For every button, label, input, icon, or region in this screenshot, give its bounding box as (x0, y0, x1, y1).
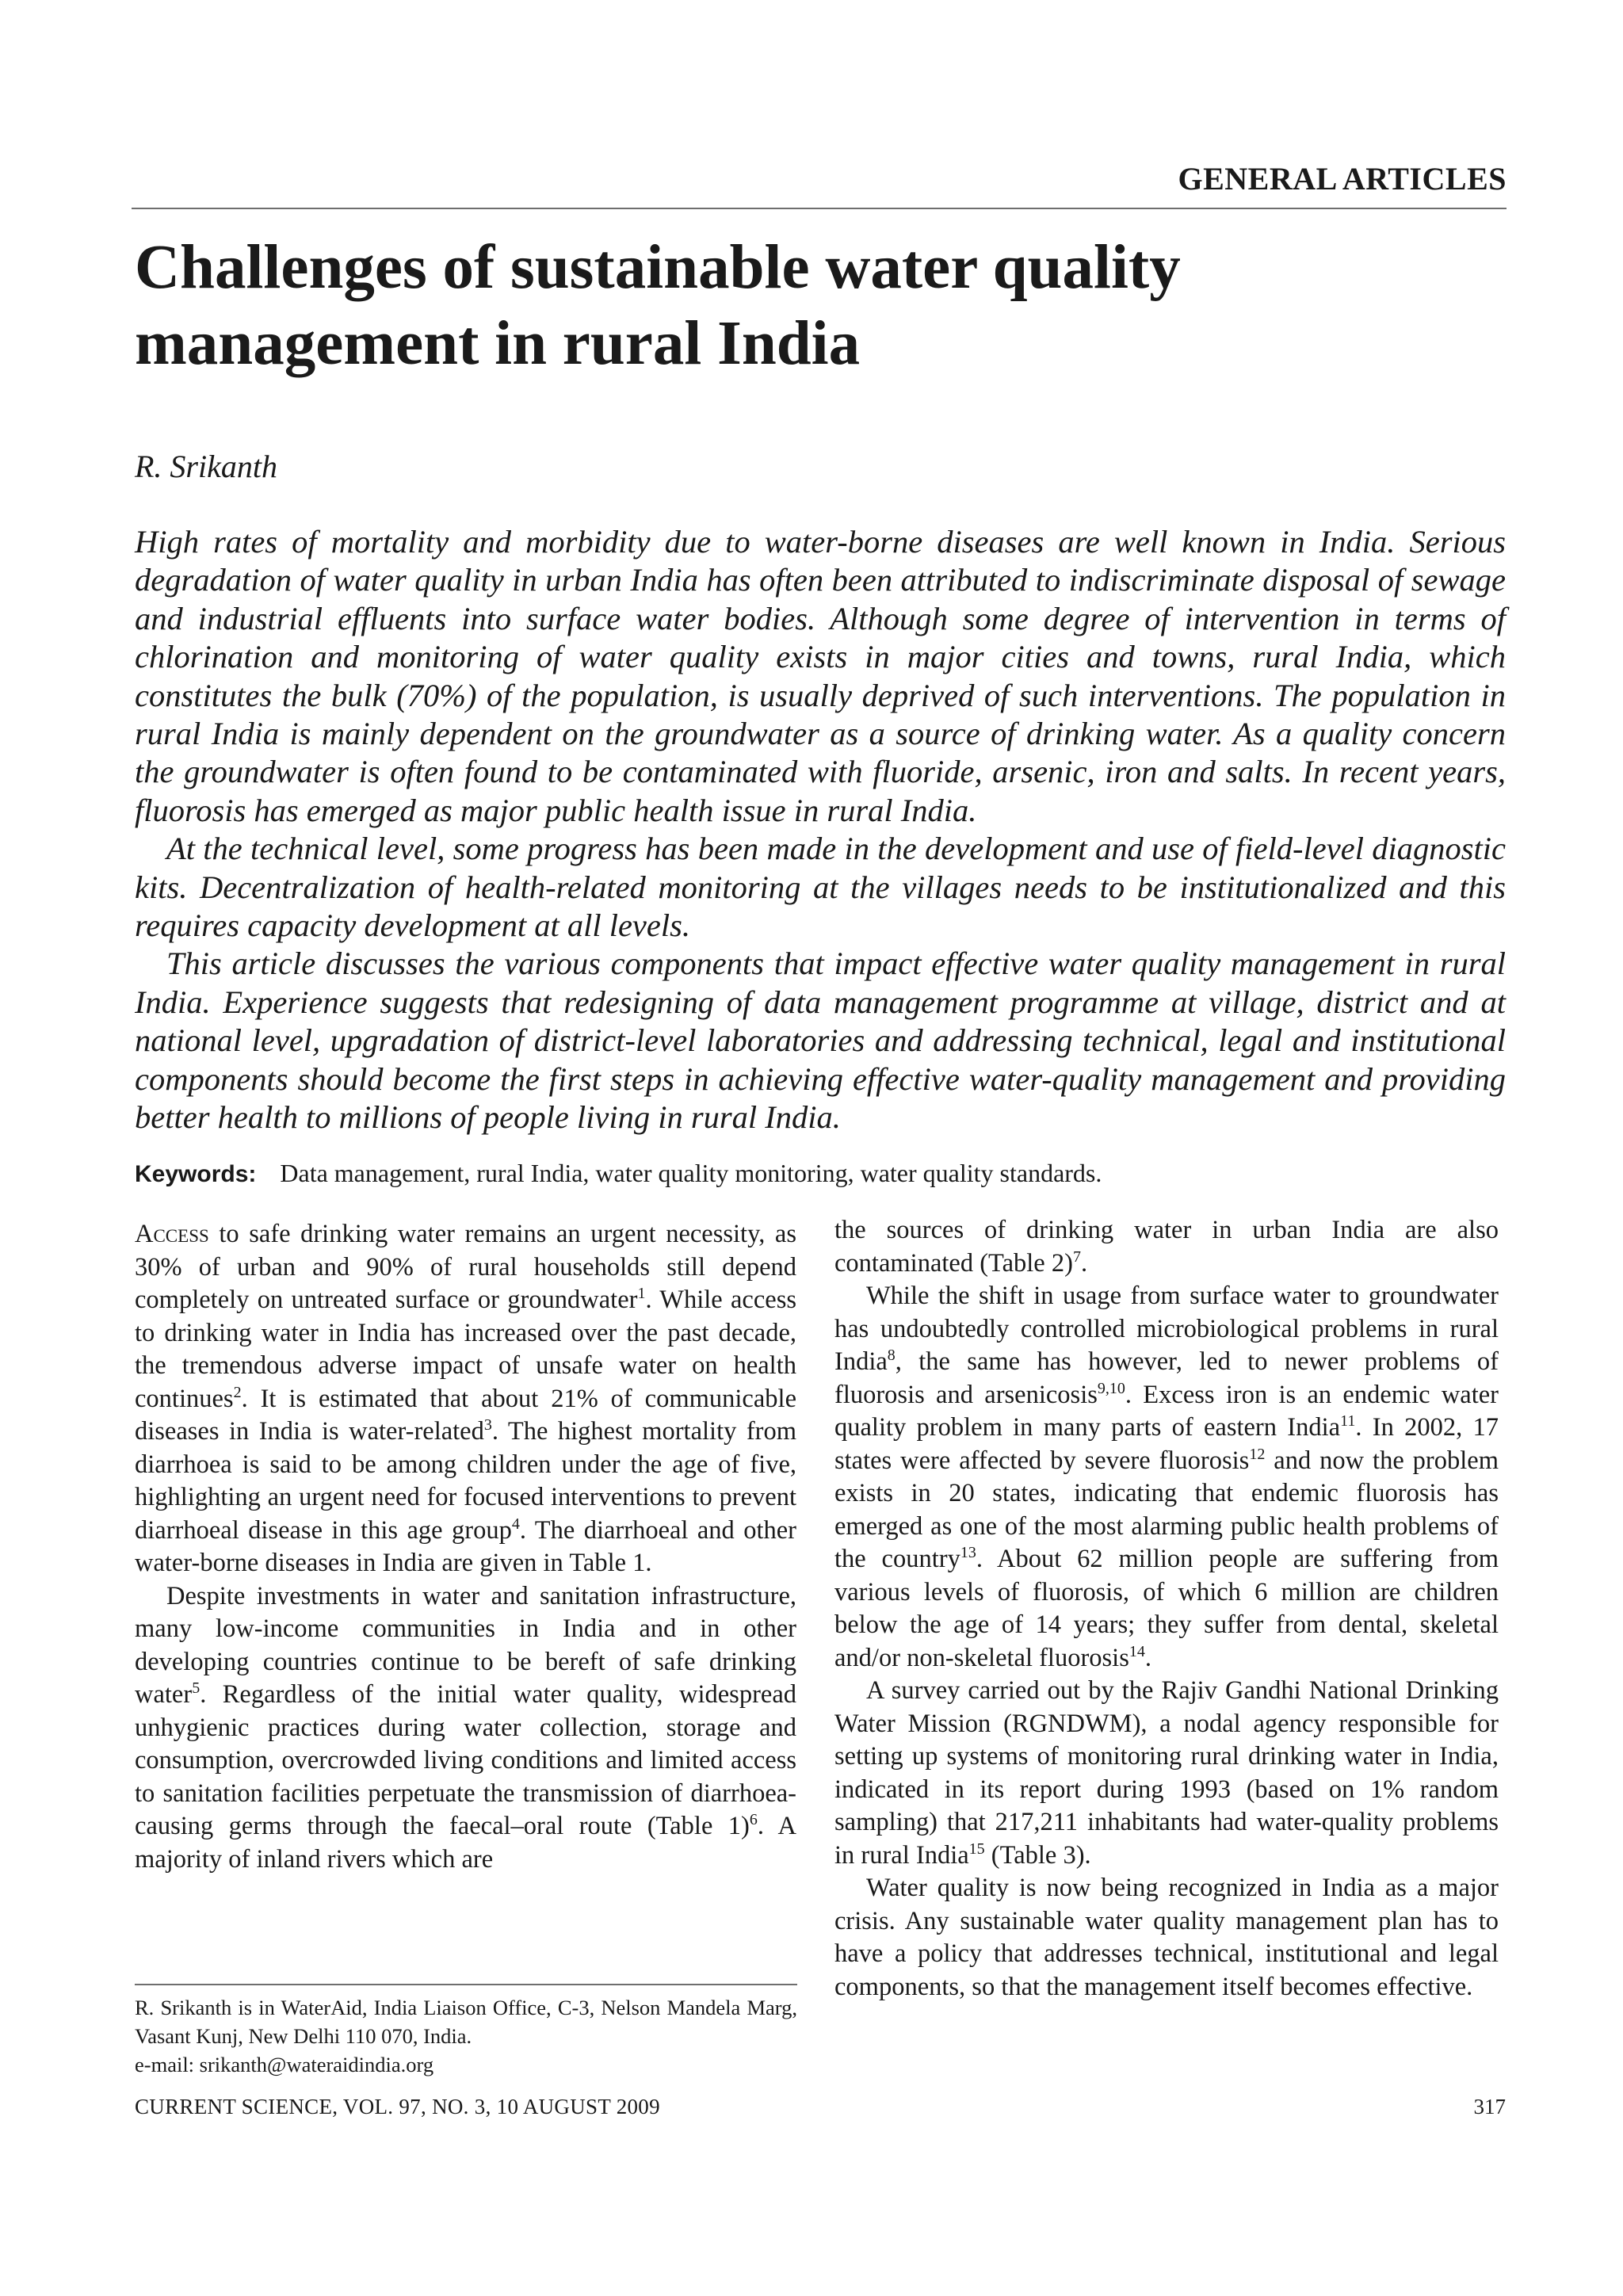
footnote-email: e-mail: srikanth@wateraidindia.org (135, 2053, 434, 2076)
citation-ref: 2 (233, 1383, 242, 1401)
citation-ref: 7 (1072, 1247, 1081, 1266)
citation-ref: 6 (749, 1811, 758, 1828)
body-column-left (135, 1218, 796, 1876)
body-paragraph: the sources of drinking water in urban India are also contaminated (Table 2)$^7$. (834, 1216, 1499, 1278)
citation-ref: 15 (968, 1839, 985, 1858)
journal-citation: CURRENT SCIENCE, VOL. 97, NO. 3, 10 AUGUST 2009 (135, 2095, 660, 2118)
article-title: Challenges of sustainable water quality management in rural India (135, 233, 1181, 378)
page-number: 317 (1473, 2095, 1506, 2118)
author-footnote (135, 1993, 797, 2079)
abstract-paragraph: At the technical level, some progress has been made in the development and use of field-level diagnostic kits. Decentralization of health-related monitoring at the villages needs to be institutionalized and this requires capacity development at all levels. (135, 831, 1506, 944)
keywords (135, 1159, 1102, 1188)
abstract-paragraph: This article discusses the various components that impact effective water quality management in rural India. Experience suggests that redesigning of data management programme at village, district and at national level, upgradation of district-level laboratories and addressing technical, legal and institutional components should become the first steps in achieving effective water-quality management and providing better health to millions of people living in rural India. (135, 946, 1506, 1136)
footnote-affiliation: R. Srikanth is in WaterAid, India Liaison Office, C-3, Nelson Mandela Marg, Vasant Kunj, New Delhi 110 070, India. (135, 1996, 797, 2048)
citation-ref: 3 (483, 1416, 492, 1434)
abstract-paragraph: High rates of mortality and morbidity due to water-borne diseases are well known in India. Serious degradation of water quality in urban India has often been attributed to indiscriminate disposal of sewage and industrial effluents into surface water bodies. Although some degree of intervention in terms of chlorination and monitoring of water quality exists in major cities and towns, rural India, which constitutes the bulk (70%) of the population, is usually deprived of such interventions. The population in rural India is mainly dependent on the groundwater as a source of drinking water. As a quality concern the groundwater is often found to be contaminated with fluoride, arsenic, iron and salts. In recent years, fluorosis has emerged as major public health issue in rural India. (135, 524, 1506, 828)
keywords-text: Data management, rural India, water quality monitoring, water quality standards. (280, 1159, 1102, 1187)
citation-ref: 9,10 (1097, 1379, 1125, 1397)
citation-ref: 5 (192, 1679, 200, 1697)
citation-ref: 14 (1128, 1642, 1145, 1660)
header-rule (132, 208, 1507, 209)
citation-ref: 1 (637, 1285, 646, 1302)
body-paragraph: Access to safe drinking water remains an urgent necessity, as 30% of urban and 90% of rural households still depend completely on untreated surface or groundwater$^1$. While access to drinking water in India has increased over the past decade, the tremendous adverse impact of unsafe water on health continues$^2$. It is estimated that about 21% of communicable diseases in India is water-related$^3$. The highest mortality from diarrhoea is said to be among children under the age of five, highlighting an urgent need for focused interventions to prevent diarrhoeal disease in this age group$^4$. The diarrhoeal and other water-borne diseases in India are given in Table 1. (135, 1220, 796, 1577)
body-paragraph: A survey carried out by the Rajiv Gandhi National Drinking Water Mission (RGNDWM), a nodal agency responsible for setting up systems of monitoring rural drinking water in India, indicated in its report during 1993 (based on 1% random sampling) that 217,211 inhabitants had water-quality problems in rural India$^{15}$ (Table 3). (834, 1676, 1499, 1870)
citation-ref: 8 (887, 1347, 896, 1364)
body-paragraph: While the shift in usage from surface water to groundwater has undoubtedly controlled microbiological problems in rural India$^8$, the same has however, led to newer problems of fluorosis and arsenicosis$^{9,10}$. Excess iron is an endemic water quality problem in many parts of eastern India$^{11}$. In 2002, 17 states were affected by severe fluorosis$^{12}$ and now the problem exists in 20 states, indicating that endemic fluorosis has emerged as one of the most alarming public health problems of the country$^{13}$. About 62 million people are suffering from various levels of fluorosis, of which 6 million are children below the age of 14 years; they suffer from dental, skeletal and/or non-skeletal fluorosis$^{14}$. (834, 1282, 1499, 1672)
section-label: GENERAL ARTICLES (1178, 161, 1507, 197)
citation-ref: 4 (511, 1515, 520, 1533)
keywords-label: Keywords: (135, 1161, 257, 1187)
article-author: R. Srikanth (135, 449, 277, 484)
citation-ref: 12 (1249, 1445, 1266, 1463)
footnote-rule (135, 1984, 797, 1985)
body-paragraph: Water quality is now being recognized in India as a major crisis. Any sustainable water quality management plan has to have a policy that addresses technical, institutional and legal components, so that the management itself becomes effective. (834, 1874, 1499, 2001)
citation-ref: 11 (1340, 1412, 1356, 1430)
citation-ref: 13 (960, 1544, 976, 1561)
abstract (135, 523, 1506, 1137)
body-paragraph: Despite investments in water and sanitation infrastructure, many low-income communities in India and in other developing countries continue to be bereft of safe drinking water$^5$. Regardless of the initial water quality, widespread unhygienic practices during water collection, storage and consumption, overcrowded living conditions and limited access to sanitation facilities perpetuate the transmission of diarrhoea-causing germs through the faecal–oral route (Table 1)$^6$. A majority of inland rivers which are (135, 1581, 796, 1874)
lead-word: Access (135, 1220, 209, 1248)
body-column-right (834, 1214, 1499, 2004)
